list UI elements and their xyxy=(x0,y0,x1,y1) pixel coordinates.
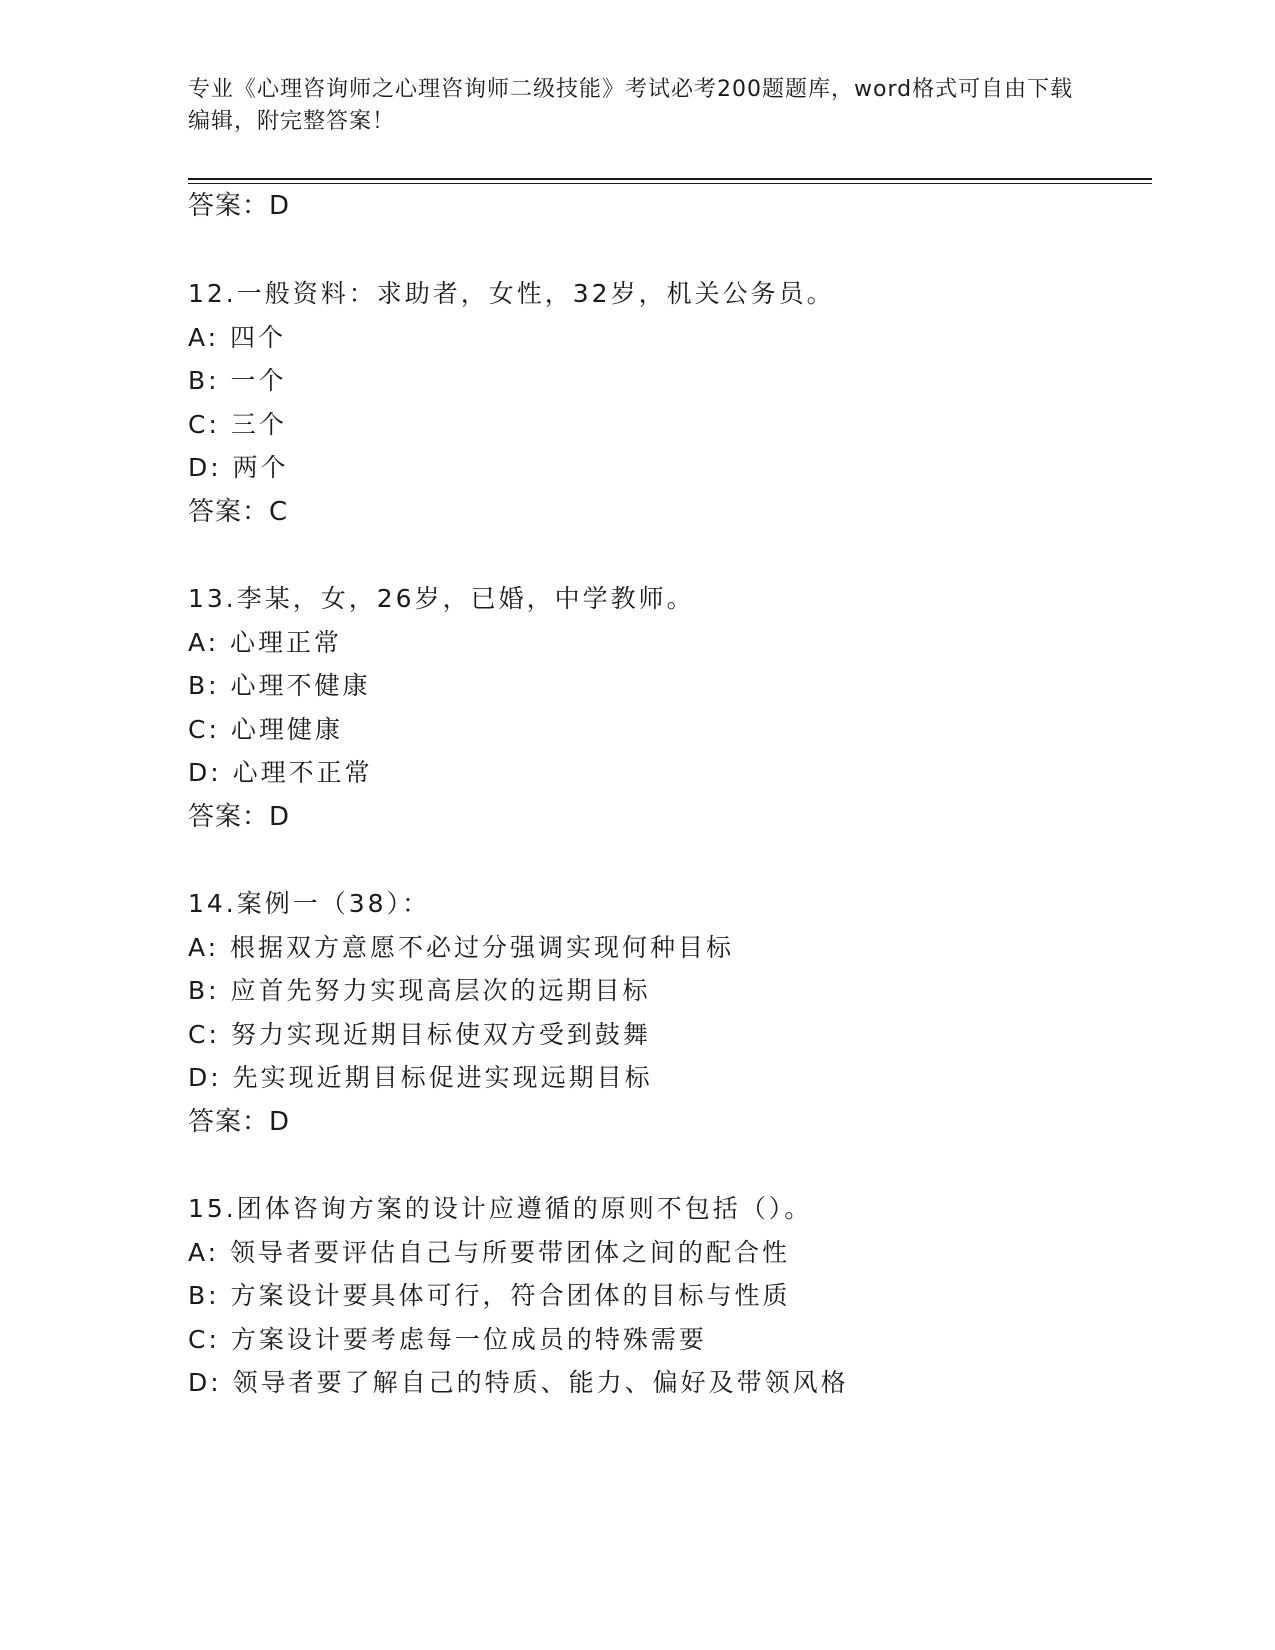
document-header: 专业《心理咨询师之心理咨询师二级技能》考试必考200题题库，word格式可自由下载编辑，附完整答案！ xyxy=(188,77,1074,134)
option-c: C: 努力实现近期目标使双方受到鼓舞 xyxy=(188,1020,651,1049)
answer-line: 答案：D xyxy=(188,802,291,832)
option-a: A: 领导者要评估自己与所要带团体之间的配合性 xyxy=(188,1238,791,1267)
option-d: D: 领导者要了解自己的特质、能力、偏好及带领风格 xyxy=(188,1368,849,1397)
header-rule-thick xyxy=(188,178,1152,180)
option-b: B: 应首先努力实现高层次的远期目标 xyxy=(188,976,651,1005)
option-b: B: 一个 xyxy=(188,366,287,395)
header-rule-thin xyxy=(188,183,1152,184)
option-a: A: 四个 xyxy=(188,323,287,352)
option-c: C: 心理健康 xyxy=(188,715,343,744)
question-stem: 12.一般资料：求助者，女性，32岁，机关公务员。 xyxy=(188,279,835,308)
question-stem: 15.团体咨询方案的设计应遵循的原则不包括（）。 xyxy=(188,1194,813,1223)
answer-line: 答案：D xyxy=(188,191,291,221)
option-c: C: 方案设计要考虑每一位成员的特殊需要 xyxy=(188,1325,707,1354)
option-d: D: 两个 xyxy=(188,453,289,482)
option-a: A: 根据双方意愿不必过分强调实现何种目标 xyxy=(188,933,735,962)
answer-line: 答案：C xyxy=(188,497,289,527)
option-d: D: 先实现近期目标促进实现远期目标 xyxy=(188,1063,653,1092)
option-b: B: 心理不健康 xyxy=(188,671,371,700)
answer-line: 答案：D xyxy=(188,1107,291,1137)
question-stem: 13.李某，女，26岁，已婚，中学教师。 xyxy=(188,584,695,613)
option-d: D: 心理不正常 xyxy=(188,758,373,787)
option-b: B: 方案设计要具体可行，符合团体的目标与性质 xyxy=(188,1281,791,1310)
option-a: A: 心理正常 xyxy=(188,628,343,657)
option-c: C: 三个 xyxy=(188,410,287,439)
question-stem: 14.案例一（38）： xyxy=(188,889,431,918)
